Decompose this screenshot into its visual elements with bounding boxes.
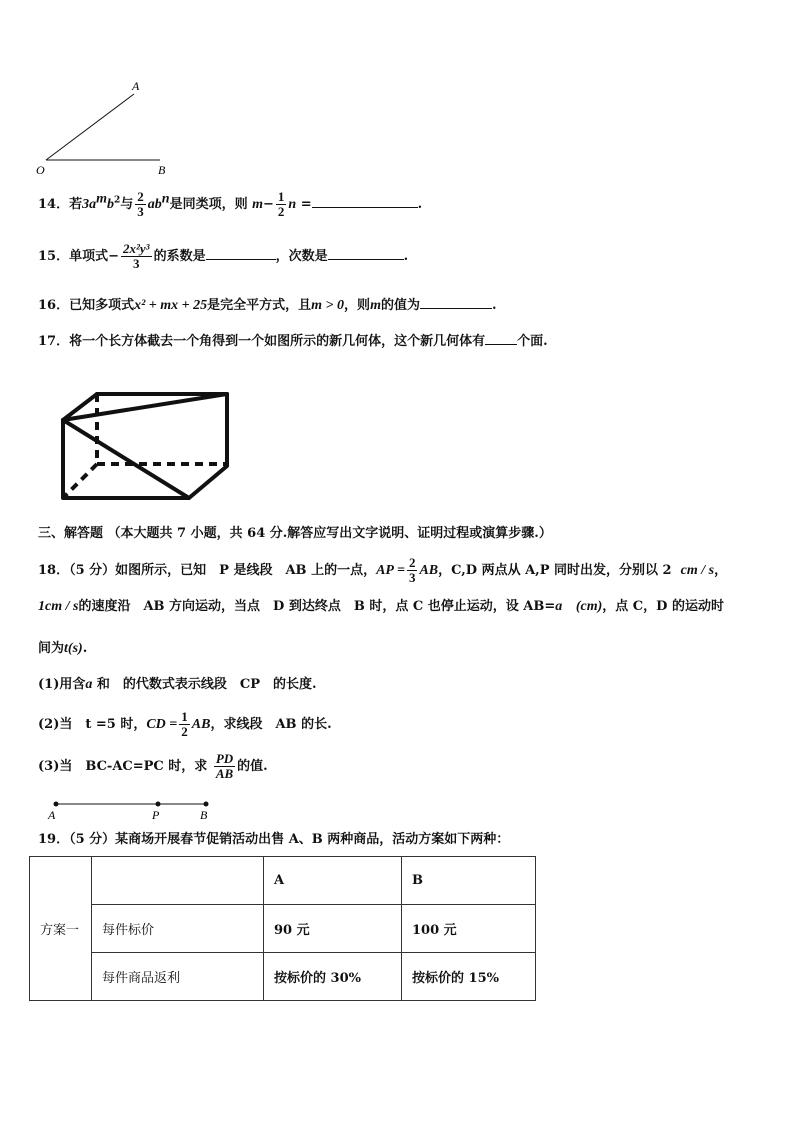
table-header-row [30, 857, 536, 905]
q18-math-a: a [555, 599, 563, 614]
q16-expression: x² + mx + 25 [134, 298, 208, 313]
question-18-line-3 [38, 640, 87, 658]
segment-point-p [156, 802, 161, 807]
q14-fraction: $\frac{2}{3}$ [137, 189, 144, 219]
question-14 [38, 190, 422, 219]
q16-text-3: ，则 [344, 298, 371, 313]
segment-label-p: P [152, 808, 160, 822]
q14-equals: = [300, 197, 312, 212]
question-18-part-1 [38, 676, 317, 694]
q17-answer-blank[interactable] [485, 332, 517, 345]
q18-text-3: 的速度沿 AB 方向运动，当点 D 到达终点 B 时，点 C 也停止运动，设 AB= [78, 599, 556, 614]
q18-period: . [82, 641, 88, 656]
table-row [30, 953, 536, 1001]
segment-label-a: A [48, 808, 56, 822]
q18-text-1: 18．（5 分）如图所示，已知 P 是线段 AB 上的一点， [38, 563, 377, 578]
q15-fraction: $\frac{\text{2x²y³}}{3}$ [123, 241, 150, 271]
plan-group-cell: 方案一 [30, 857, 92, 1001]
question-16 [38, 296, 497, 315]
q17-number: 17． [38, 334, 70, 349]
q18-p2-fraction: $\frac{1}{2}$ [181, 709, 188, 739]
angle-figure [30, 78, 180, 178]
q14-answer-blank[interactable] [312, 195, 418, 208]
q14-math-5: n [288, 197, 297, 212]
q18-p2-math-ab: AB [191, 717, 211, 732]
q14-number: 14． [38, 197, 70, 212]
q18-p1-math: a [85, 677, 93, 692]
q14-sup-3: n [161, 191, 170, 207]
q15-text-2: 的系数是 [153, 249, 206, 264]
q14-text-3: 是同类项，则 [169, 197, 248, 212]
q17-text: 将一个长方体截去一个角得到一个如图所示的新几何体，这个新几何体有 [69, 334, 486, 349]
cell-rebate-a: 按标价的 30% [264, 953, 402, 1001]
q16-condition: m > 0 [311, 298, 345, 313]
q16-text: 已知多项式 [69, 298, 135, 313]
q15-end: . [403, 249, 409, 264]
q18-text-5: 间为 [38, 641, 65, 656]
solid-figure [55, 390, 235, 506]
angle-label-o: O [36, 163, 45, 177]
q18-unit-1: cm / s [680, 563, 715, 578]
q14-sup-1: m [96, 191, 107, 207]
q18-p2-text-2: ，求线段 AB 的长. [210, 717, 332, 732]
question-18-part-2 [38, 710, 332, 739]
q14-math-3: ab [147, 197, 162, 212]
q18-p2-text: (2)当 t =5 时， [38, 717, 147, 732]
question-19: 19．（5 分）某商场开展春节促销活动出售 A、B 两种商品，活动方案如下两种： [38, 832, 510, 847]
q18-p3-text: (3)当 BC-AC=PC 时，求 [38, 759, 208, 774]
q16-variable: m [370, 298, 381, 313]
q18-comma: ， [714, 563, 728, 578]
plan-table [29, 856, 536, 1001]
question-18-line-2 [38, 598, 724, 616]
q18-math-cm: (cm) [575, 599, 603, 614]
q14-math-2: b [107, 197, 114, 212]
table-header-a: A [264, 857, 402, 905]
q15-number: 15． [38, 249, 70, 264]
question-17 [38, 332, 548, 351]
angle-label-b: B [158, 163, 166, 177]
cell-price-a: 90 元 [264, 905, 402, 953]
q18-p2-math: CD = [146, 717, 178, 732]
q18-p3-fraction: $\frac{PD}{AB}$ [215, 751, 234, 781]
q15-degree-blank[interactable] [328, 247, 404, 260]
q14-sup-2: 2 [114, 195, 121, 206]
q18-text-2: ，C,D 两点从 A,P 同时出发，分别以 2 [438, 563, 672, 578]
table-header-b: B [402, 857, 536, 905]
q15-minus: − [108, 249, 120, 264]
q16-end: . [491, 298, 497, 313]
segment-figure [42, 797, 222, 823]
q18-unit-2: 1cm / s [38, 599, 79, 614]
q18-fraction: $\frac{2}{3}$ [408, 555, 416, 585]
q18-text-4: ，点 C，D 的运动时 [602, 599, 724, 614]
segment-label-b: B [200, 808, 208, 822]
q18-p1-text: (1)用含 [38, 677, 86, 692]
q15-text: 单项式 [69, 249, 109, 264]
question-18-line-1 [38, 556, 727, 585]
row-label-rebate: 每件商品返利 [92, 953, 264, 1001]
q14-math-4: m [252, 197, 264, 212]
q18-math-t: t(s) [64, 641, 83, 656]
q14-text: 若 [69, 197, 83, 212]
q18-p1-text-2: 和 的代数式表示线段 CP 的长度. [96, 677, 317, 692]
q14-end: . [417, 197, 423, 212]
q18-math-ab: AB [419, 563, 439, 578]
q17-text-2: 个面. [517, 334, 548, 349]
question-15 [38, 242, 408, 271]
q16-text-4: 的值为 [380, 298, 420, 313]
segment-point-b [204, 802, 209, 807]
cell-rebate-b: 按标价的 15% [402, 953, 536, 1001]
table-row [30, 905, 536, 953]
section-three-heading: 三、解答题 （本大题共 7 小题，共 64 分.解答应写出文字说明、证明过程或演算步骤.） [38, 526, 552, 541]
cell-price-b: 100 元 [402, 905, 536, 953]
q15-text-3: ，次数是 [275, 249, 328, 264]
angle-label-a: A [132, 79, 140, 93]
q16-answer-blank[interactable] [420, 296, 492, 309]
q14-math-1: 3a [82, 197, 97, 212]
q14-minus: − [263, 197, 274, 212]
q14-text-2: 与 [120, 197, 134, 212]
q14-fraction-2: $\frac{1}{2}$ [277, 189, 285, 219]
q16-text-2: 是完全平方式，且 [207, 298, 312, 313]
q18-p3-text-2: 的值. [237, 759, 268, 774]
q15-coefficient-blank[interactable] [206, 247, 276, 260]
q18-math-ap: AP = [376, 563, 405, 578]
segment-point-a [54, 802, 59, 807]
q16-number: 16． [38, 298, 70, 313]
table-header-empty [92, 857, 264, 905]
question-18-part-3 [38, 752, 268, 781]
row-label-price: 每件标价 [92, 905, 264, 953]
